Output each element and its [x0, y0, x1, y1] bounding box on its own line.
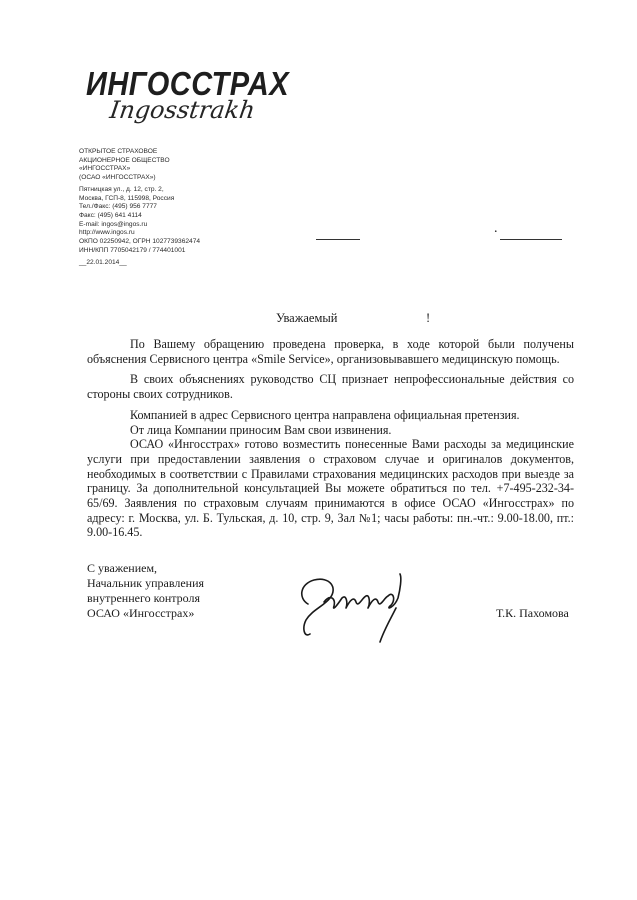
letter-body — [87, 337, 574, 540]
body-paragraph: В своих объяснениях руководство СЦ признает непрофессиональные действия со стороны своих сотрудников. — [87, 372, 574, 402]
closing-line: ОСАО «Ингосстрах» — [87, 606, 195, 620]
company-logo: ИНГОССТРАХ — [86, 66, 290, 103]
closing-line: Начальник управления — [87, 576, 205, 590]
body-paragraph: Компанией в адрес Сервисного центра направлена официальная претензия. — [130, 407, 520, 422]
recipient-blank-line — [500, 239, 562, 240]
body-paragraph: От лица Компании приносим Вам свои извинения. — [130, 422, 392, 437]
company-header-line: АКЦИОНЕРНОЕ ОБЩЕСТВО — [79, 156, 170, 164]
salutation-mark: ! — [426, 311, 431, 325]
recipient-blank-line — [316, 239, 360, 240]
contact-line: Факс: (495) 641 4114 — [79, 212, 142, 220]
handwritten-signature — [290, 568, 430, 648]
contact-line: E-mail: ingos@ingos.ru — [79, 220, 148, 228]
company-header — [79, 148, 170, 183]
contact-line: Тел./Факс: (495) 956 7777 — [79, 203, 157, 211]
company-contacts — [79, 186, 200, 256]
closing-line: С уважением, — [87, 561, 158, 575]
body-paragraph: ОСАО «Ингосстрах» готово возместить понесенные Вами расходы за медицинские услуги при предоставлении заявления о страховом случае и оригиналов документов, необходимых в соответствии с Правилами страхования медицинских расходов при выезде за границу. За дополнительной консультацией Вы можете обратиться по тел. +7-495-232-34-65/69. Заявления по страховым случаям принимаются в офисе ОСАО «Ингосстрах» по адресу: г. Москва, ул. Б. Тульская, д. 10, стр. 9, Зал №1; часы работы: пн.-чт.: 9.00-18.00, пт.: 9.00-16.45. — [87, 437, 574, 540]
closing-block — [87, 561, 204, 621]
company-header-line: ОТКРЫТОЕ СТРАХОВОЕ — [79, 148, 158, 155]
salutation: Уважаемый — [276, 311, 338, 325]
closing-line: внутреннего контроля — [87, 591, 200, 605]
contact-line: http://www.ingos.ru — [79, 229, 135, 237]
body-paragraph: По Вашему обращению проведена проверка, в ходе которой были получены объяснения Сервисного центра «Smile Service», организовывавшего медицинскую помощь. — [87, 337, 574, 366]
company-header-line: (ОСАО «ИНГОССТРАХ») — [79, 174, 156, 182]
contact-line: Москва, ГСП-8, 115998, Россия — [79, 194, 175, 202]
company-header-line: «ИНГОССТРАХ» — [79, 165, 131, 173]
contact-line: ИНН/КПП 7705042179 / 774401001 — [79, 246, 186, 254]
signer-name: Т.К. Пахомова — [496, 606, 569, 620]
contact-line: ОКПО 02250942, ОГРН 1027739362474 — [79, 238, 201, 246]
company-logo-script: Ingosstrakh — [108, 96, 257, 124]
recipient-dot: . — [494, 221, 498, 236]
letter-date: __22.01.2014__ — [79, 259, 127, 266]
contact-line: Пятницкая ул., д. 12, стр. 2, — [79, 186, 164, 193]
